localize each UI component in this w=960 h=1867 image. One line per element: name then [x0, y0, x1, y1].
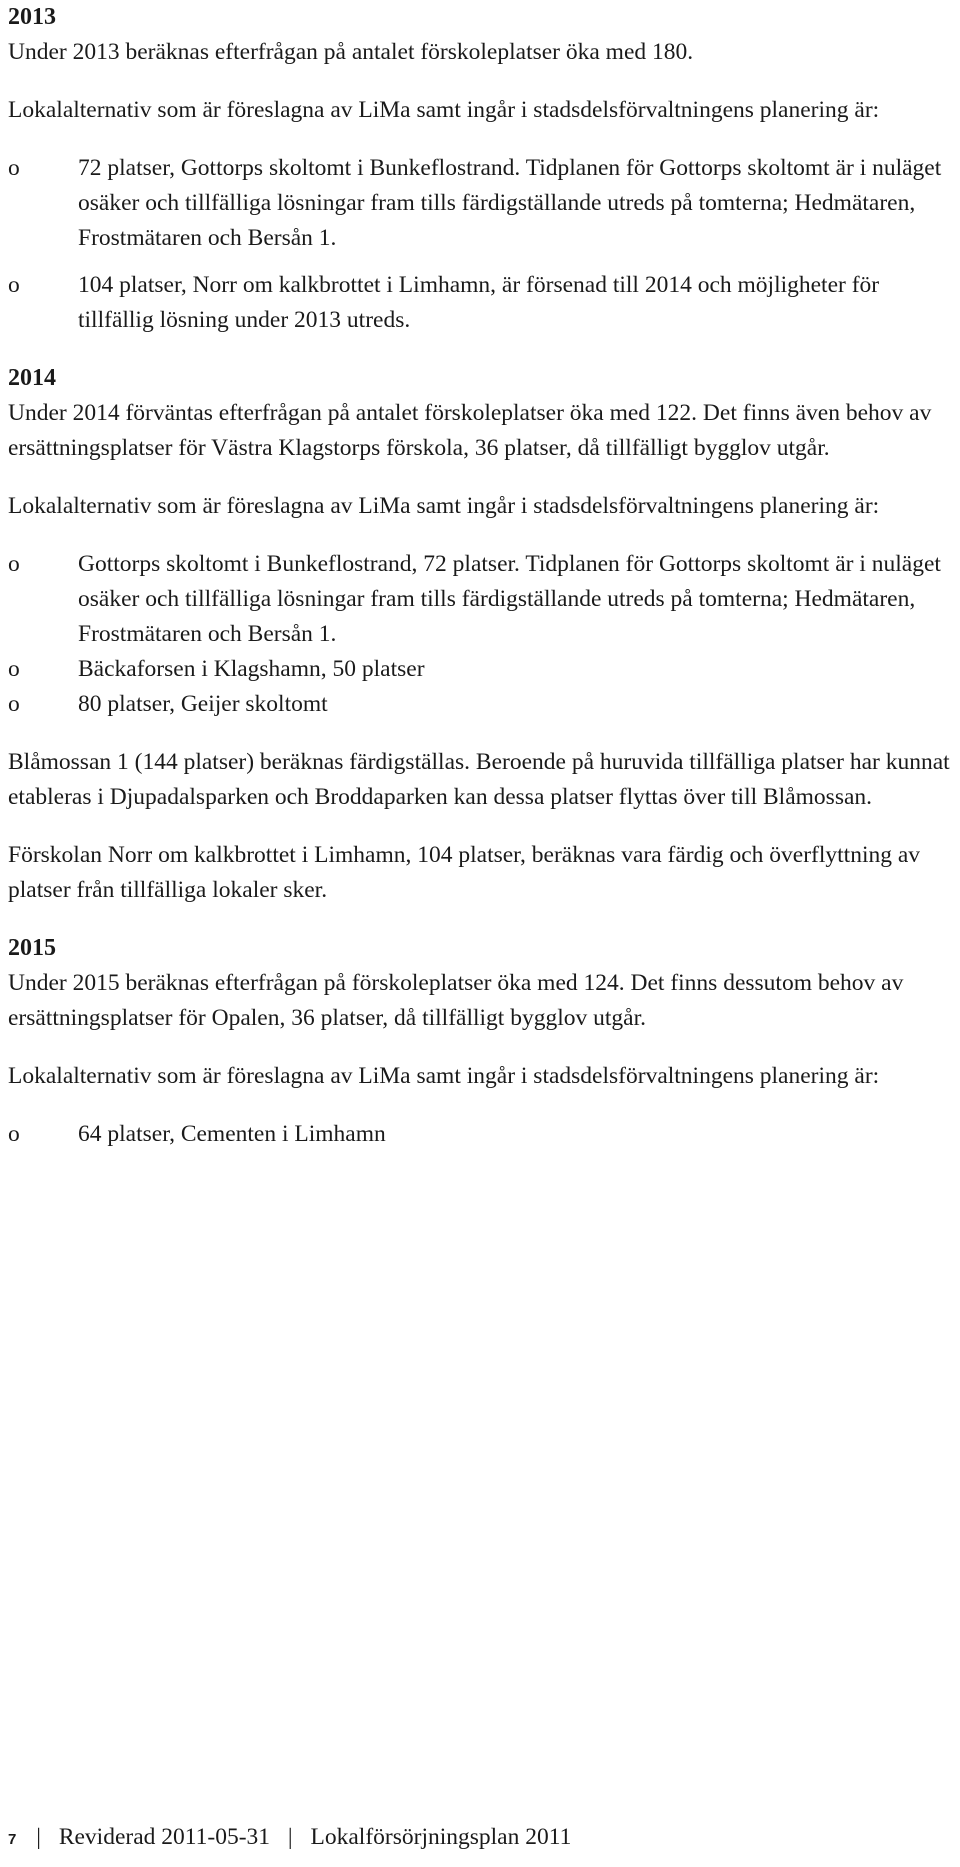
footer-separator: | [36, 1824, 41, 1850]
page-number: 7 [8, 1831, 17, 1848]
demand-paragraph: Under 2013 beräknas efterfrågan på antalet förskoleplatser öka med 180. [8, 39, 694, 65]
page-footer [8, 1820, 571, 1857]
location-list [8, 1117, 952, 1152]
lima-paragraph: Lokalalternativ som är föreslagna av LiMa samt ingår i stadsdelsförvaltningens planering är: [8, 97, 880, 123]
bullet-marker: o [8, 691, 20, 717]
bullet-marker: o [8, 155, 20, 181]
bullet-marker: o [8, 272, 20, 298]
bullet-marker: o [8, 1121, 20, 1147]
bullet-marker: o [8, 656, 20, 682]
list-item-text: 64 platser, Cementen i Limhamn [78, 1121, 386, 1147]
list-item-text: 72 platser, Gottorps skoltomt i Bunkeflostrand. Tidplanen för Gottorps skoltomt är i nuläget osäker och tillfälliga lösningar fram tills färdigställande utreds på tomterna; Hedmätaren, Frostmätaren och Bersån 1. [78, 155, 942, 251]
list-item [8, 547, 952, 652]
demand-paragraph: Under 2015 beräknas efterfrågan på förskoleplatser öka med 124. Det finns dessutom behov av ersättningsplatser för Opalen, 36 platser, då tillfälligt bygglov utgår. [8, 970, 904, 1031]
list-item-text: Gottorps skoltomt i Bunkeflostrand, 72 platser. Tidplanen för Gottorps skoltomt är i nuläget osäker och tillfälliga lösningar fram tills färdigställande utreds på tomterna; Hedmätaren, Frostmätaren och Bersån 1. [78, 551, 941, 647]
list-item [8, 1117, 952, 1152]
document-page [8, 0, 952, 1152]
list-item [8, 268, 952, 338]
lima-paragraph: Lokalalternativ som är föreslagna av LiMa samt ingår i stadsdelsförvaltningens planering är: [8, 493, 880, 519]
list-item [8, 687, 952, 722]
section-2014 [8, 361, 952, 908]
footer-separator: | [287, 1824, 293, 1850]
demand-paragraph: Under 2014 förväntas efterfrågan på antalet förskoleplatser öka med 122. Det finns även behov av ersättningsplatser för Västra Klagstorps förskola, 36 platser, då tillfälligt bygglov utgår. [8, 400, 932, 461]
list-item-text: 80 platser, Geijer skoltomt [78, 691, 328, 717]
location-list [8, 151, 952, 338]
list-item-text: Bäckaforsen i Klagshamn, 50 platser [78, 656, 425, 682]
document-title: Lokalförsörjningsplan 2011 [310, 1824, 572, 1850]
list-item [8, 151, 952, 256]
year-heading: 2014 [8, 365, 56, 391]
list-item-text: 104 platser, Norr om kalkbrottet i Limhamn, är försenad till 2014 och möjligheter för tillfällig lösning under 2013 utreds. [78, 272, 880, 333]
list-item [8, 652, 952, 687]
year-heading: 2015 [8, 935, 56, 961]
location-list [8, 547, 952, 722]
bullet-marker: o [8, 551, 20, 577]
year-heading: 2013 [8, 4, 56, 30]
lima-paragraph: Lokalalternativ som är föreslagna av LiMa samt ingår i stadsdelsförvaltningens planering är: [8, 1063, 880, 1089]
section-2013 [8, 0, 952, 338]
revision-date: Reviderad 2011-05-31 [58, 1824, 271, 1850]
section-2015 [8, 931, 952, 1152]
norr-kalkbrottet-paragraph: Förskolan Norr om kalkbrottet i Limhamn, 104 platser, beräknas vara färdig och överflyttning av platser från tillfälliga lokaler sker. [8, 842, 921, 903]
blamossan-paragraph: Blåmossan 1 (144 platser) beräknas färdigställas. Beroende på huruvida tillfälliga platser har kunnat etableras i Djupadalsparken och Broddaparken kan dessa platser flyttas över till Blåmossan. [8, 749, 950, 810]
